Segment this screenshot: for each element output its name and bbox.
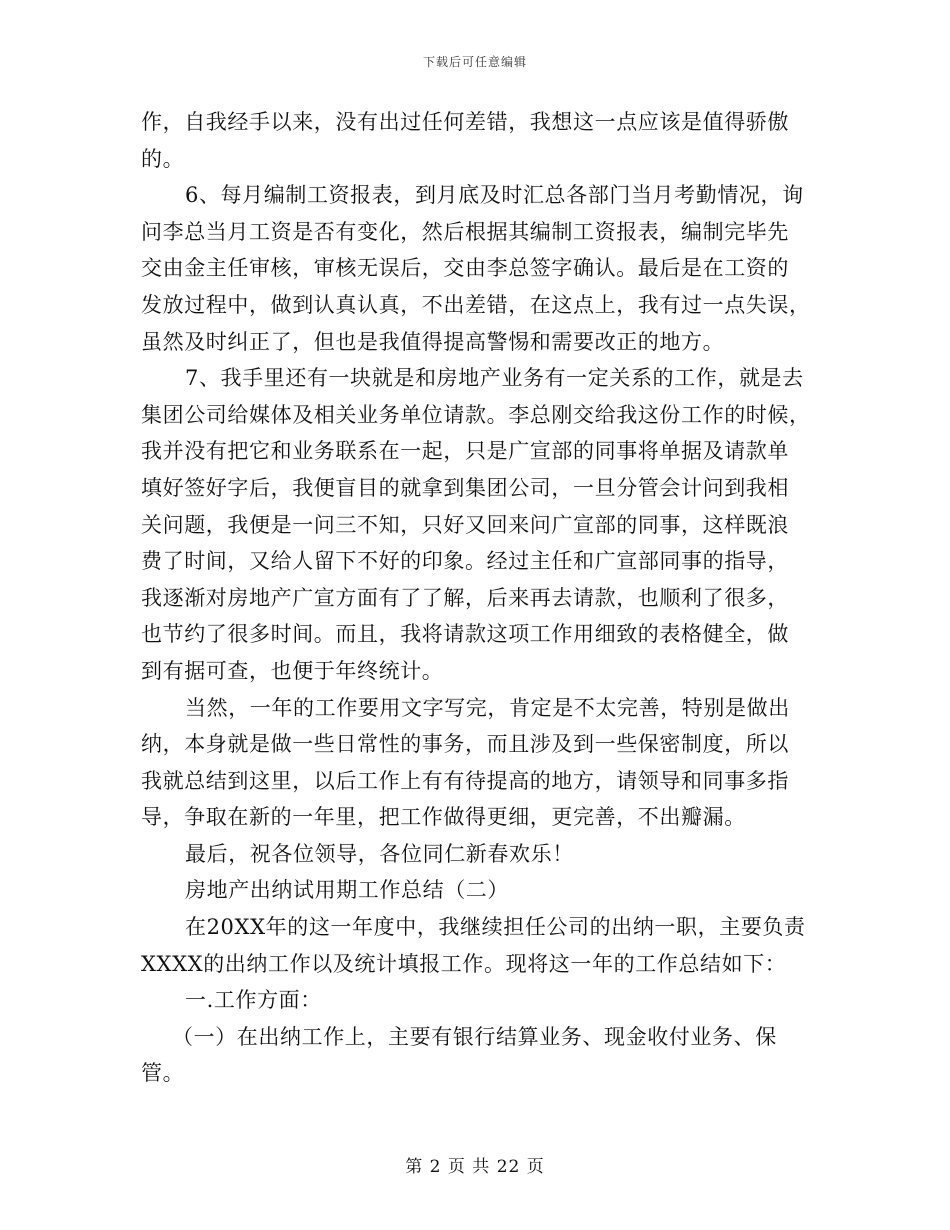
paragraph-line: 发放过程中，做到认真认真，不出差错，在这点上，我有过一点失误， [141, 292, 811, 317]
paragraph-line: 管。 [141, 1061, 185, 1086]
document-body [141, 104, 811, 1092]
paragraph-line: 集团公司给媒体及相关业务单位请款。李总刚交给我这份工作的时候， [141, 402, 811, 427]
paragraph-line: 我并没有把它和业务联系在一起，只是广宣部的同事将单据及请款单 [141, 439, 789, 464]
paragraph-line: 我就总结到这里，以后工作上有有待提高的地方，请领导和同事多指 [141, 768, 789, 793]
paragraph-line: 关问题，我便是一问三不知，只好又回来问广宣部的同事，这样既浪 [141, 512, 789, 537]
paragraph-line: 费了时间，又给人留下不好的印象。经过主任和广宣部同事的指导， [141, 549, 789, 574]
paragraph-line: （一）在出纳工作上，主要有银行结算业务、现金收付业务、保 [172, 1024, 777, 1049]
paragraph-line: 最后，祝各位领导，各位同仁新春欢乐！ [185, 841, 574, 866]
paragraph-line: 填好签好字后，我便盲目的就拿到集团公司，一旦分管会计问到我相 [141, 475, 789, 500]
paragraph-line: 也节约了很多时间。而且，我将请款这项工作用细致的表格健全，做 [141, 622, 789, 647]
paragraph-line: 作，自我经手以来，没有出过任何差错，我想这一点应该是值得骄傲 [141, 110, 789, 134]
paragraph-line: 的。 [141, 146, 185, 171]
paragraph-line: 问李总当月工资是否有变化，然后根据其编制工资报表，编制完毕先 [141, 219, 789, 244]
page-number-footer: 第 2 页 共 22 页 [405, 1157, 545, 1177]
paragraph-line: 我逐渐对房地产广宣方面有了了解，后来再去请款，也顺利了很多， [141, 585, 789, 610]
paragraph-line: 交由金主任审核，审核无误后，交由李总签字确认。最后是在工资的 [141, 256, 789, 281]
paragraph-line: 当然，一年的工作要用文字写完，肯定是不太完善，特别是做出 [185, 695, 790, 720]
paragraph-line: XXXX的出纳工作以及统计填报工作。现将这一年的工作总结如下： [141, 951, 787, 976]
paragraph-line: 到有据可查，也便于年终统计。 [141, 658, 444, 683]
paragraph-line: 6、每月编制工资报表，到月底及时汇总各部门当月考勤情况，询 [185, 183, 804, 208]
paragraph-line: 在20XX年的这一年度中，我继续担任公司的出纳一职，主要负责 [185, 915, 806, 940]
paragraph-line: 导，争取在新的一年里，把工作做得更细，更完善，不出瓣漏。 [141, 805, 746, 830]
section-title: 房地产出纳试用期工作总结（二） [185, 878, 509, 903]
paragraph-line: 7、我手里还有一块就是和房地产业务有一定关系的工作，就是去 [185, 366, 804, 391]
subsection-heading: 一.工作方面： [185, 988, 322, 1013]
paragraph-line: 纳，本身就是做一些日常性的事务，而且涉及到一些保密制度，所以 [141, 732, 789, 757]
paragraph-line: 虽然及时纠正了，但也是我值得提高警惕和需要改正的地方。 [141, 329, 725, 354]
page-header: 下载后可任意编辑 [422, 55, 527, 69]
